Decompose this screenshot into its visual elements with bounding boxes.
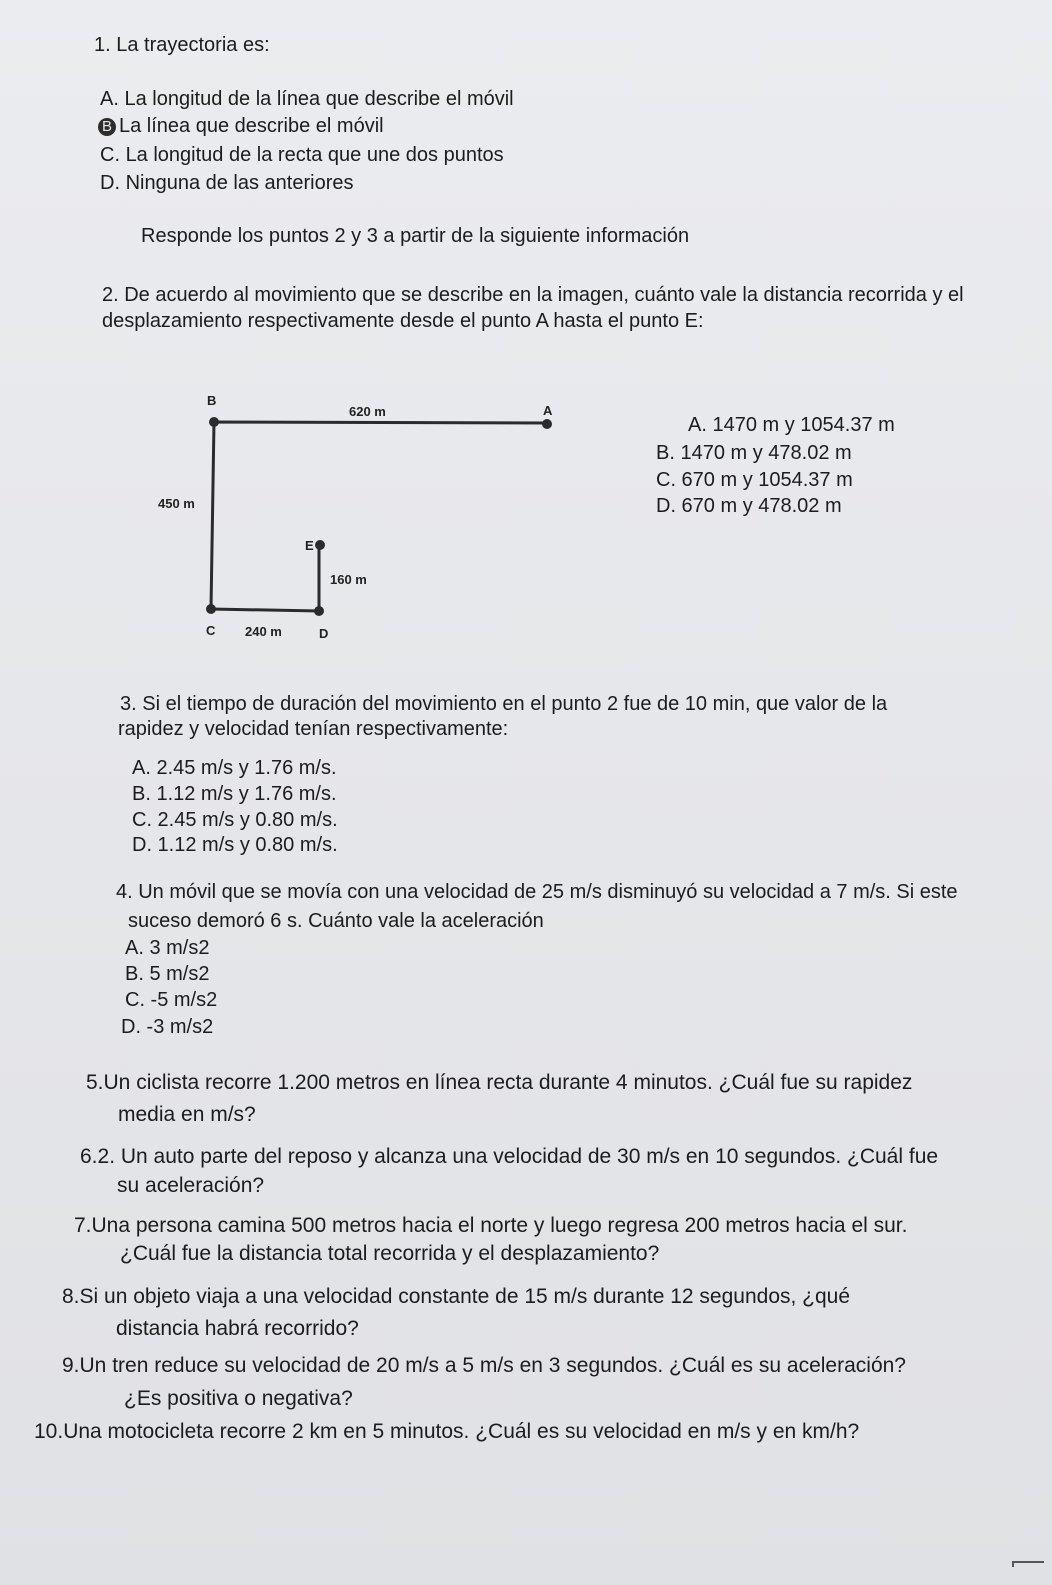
q1-option-a: A. La longitud de la línea que describe el móvil [100, 88, 514, 110]
q4-option-b: B. 5 m/s2 [125, 963, 210, 985]
q2-line-2: desplazamiento respectivamente desde el punto A hasta el punto E: [102, 310, 704, 332]
q3-option-d: D. 1.12 m/s y 0.80 m/s. [132, 834, 338, 856]
q7-line-2: ¿Cuál fue la distancia total recorrida y el desplazamiento? [120, 1242, 660, 1265]
q4-option-c: C. -5 m/s2 [125, 989, 218, 1011]
q5-line-2: media en m/s? [118, 1103, 256, 1126]
q4-option-a: A. 3 m/s2 [125, 937, 210, 959]
selected-answer-mark: B [98, 118, 116, 136]
q1-stem: 1. La trayectoria es: [94, 34, 270, 56]
q3-option-b: B. 1.12 m/s y 1.76 m/s. [132, 783, 337, 805]
q1-option-b-selected: B La línea que describe el móvil [98, 114, 384, 138]
point-b-dot [209, 417, 219, 427]
q2-option-b: B. 1470 m y 478.02 m [656, 442, 852, 464]
q2-option-a: A. 1470 m y 1054.37 m [688, 414, 895, 436]
q3-line-2: rapidez y velocidad tenían respectivamente: [118, 718, 509, 740]
trajectory-path [150, 390, 570, 660]
path-line [211, 422, 547, 611]
q10-line-1: 10.Una motocicleta recorre 2 km en 5 minutos. ¿Cuál es su velocidad en m/s y en km/h? [34, 1420, 860, 1443]
q6-line-1: 6.2. Un auto parte del reposo y alcanza una velocidad de 30 m/s en 10 segundos. ¿Cuál fue [80, 1145, 939, 1168]
q9-line-2: ¿Es positiva o negativa? [124, 1387, 353, 1410]
q8-line-1: 8.Si un objeto viaja a una velocidad constante de 15 m/s durante 12 segundos, ¿qué [62, 1285, 851, 1308]
point-d-dot [314, 606, 324, 616]
point-e-dot [315, 540, 325, 550]
q2-option-c: C. 670 m y 1054.37 m [656, 469, 853, 491]
point-c-label: C [206, 623, 216, 638]
q3-option-c: C. 2.45 m/s y 0.80 m/s. [132, 809, 338, 831]
q4-option-d: D. -3 m/s2 [121, 1016, 214, 1038]
instruction: Responde los puntos 2 y 3 a partir de la siguiente información [141, 225, 690, 247]
page-corner-mark [1012, 1561, 1044, 1567]
segment-bc-label: 450 m [158, 496, 195, 511]
segment-cd-label: 240 m [245, 624, 282, 639]
q1-option-c: C. La longitud de la recta que une dos puntos [100, 144, 504, 166]
q3-option-a: A. 2.45 m/s y 1.76 m/s. [132, 757, 337, 779]
point-d-label: D [319, 626, 329, 641]
point-a-label: A [543, 403, 553, 418]
q6-line-2: su aceleración? [117, 1174, 265, 1197]
segment-ab-label: 620 m [349, 404, 386, 419]
trajectory-diagram [150, 390, 570, 660]
segment-de-label: 160 m [330, 572, 367, 587]
q4-line-1: 4. Un móvil que se movía con una velocidad de 25 m/s disminuyó su velocidad a 7 m/s. Si este [116, 881, 958, 903]
q1-option-d: D. Ninguna de las anteriores [100, 172, 354, 194]
q3-line-1: 3. Si el tiempo de duración del movimiento en el punto 2 fue de 10 min, que valor de la [120, 693, 888, 715]
q4-line-2: suceso demoró 6 s. Cuánto vale la aceleración [128, 910, 544, 932]
point-e-label: E [305, 538, 314, 553]
q2-line-1: 2. De acuerdo al movimiento que se describe en la imagen, cuánto vale la distancia recorrida y el [102, 284, 964, 306]
point-b-label: B [207, 393, 217, 408]
q9-line-1: 9.Un tren reduce su velocidad de 20 m/s a 5 m/s en 3 segundos. ¿Cuál es su aceleración? [62, 1354, 906, 1377]
point-c-dot [206, 604, 216, 614]
point-a-dot [542, 419, 552, 429]
q7-line-1: 7.Una persona camina 500 metros hacia el norte y luego regresa 200 metros hacia el sur. [74, 1214, 908, 1237]
q2-option-d: D. 670 m y 478.02 m [656, 495, 842, 517]
q5-line-1: 5.Un ciclista recorre 1.200 metros en línea recta durante 4 minutos. ¿Cuál fue su rapidez [86, 1071, 913, 1094]
q8-line-2: distancia habrá recorrido? [116, 1317, 359, 1340]
